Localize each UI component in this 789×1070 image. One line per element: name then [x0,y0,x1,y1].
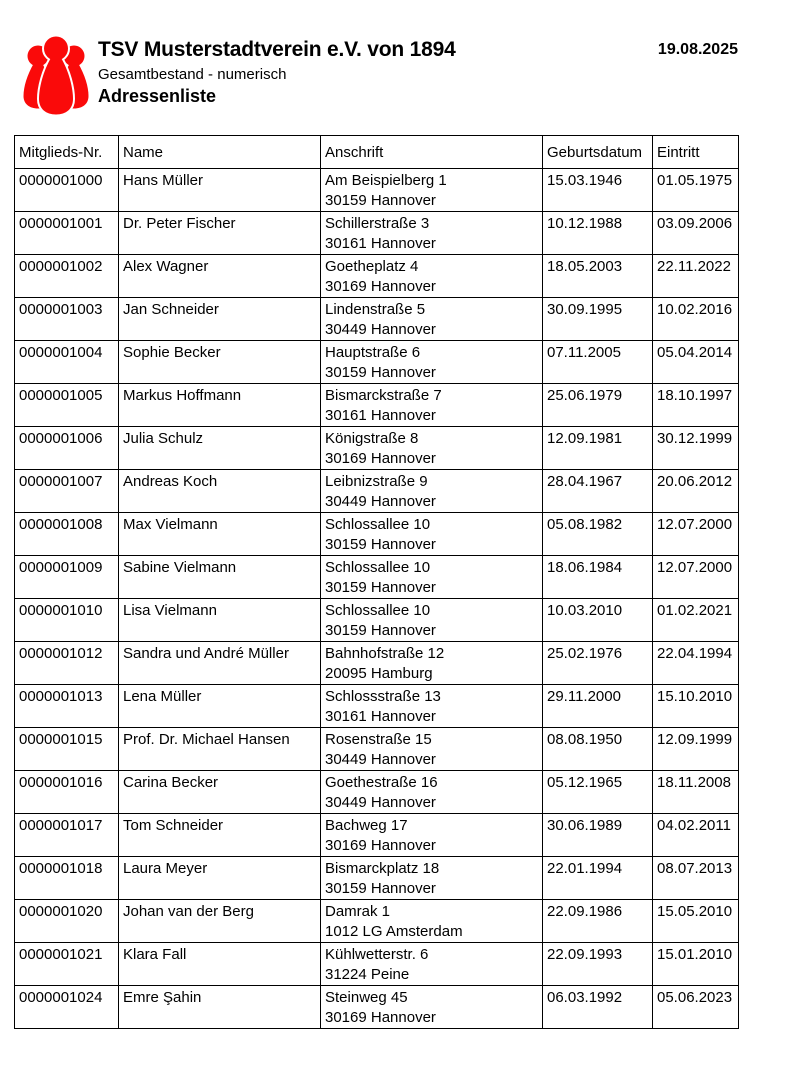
birth-date-cell: 12.09.1981 [543,427,653,470]
address-line1: Schillerstraße 3 [325,215,430,232]
address-cell [321,212,543,255]
birth-date-cell: 22.09.1993 [543,943,653,986]
name-cell: Hans Müller [119,169,321,212]
name-cell: Julia Schulz [119,427,321,470]
org-title: TSV Musterstadtverein e.V. von 1894 [98,38,456,61]
table-row [15,771,739,814]
birth-date-cell: 10.03.2010 [543,599,653,642]
bowling-pins-icon [17,35,95,117]
member-no-cell: 0000001004 [15,341,119,384]
table-row [15,298,739,341]
birth-date-cell: 07.11.2005 [543,341,653,384]
member-table [14,135,739,1029]
address-line2: 30449 Hannover [325,794,436,811]
table-row [15,685,739,728]
address-cell [321,900,543,943]
address-cell [321,986,543,1029]
name-cell: Jan Schneider [119,298,321,341]
address-line1: Damrak 1 [325,903,391,920]
entry-date-cell: 18.11.2008 [653,771,739,814]
address-line2: 30169 Hannover [325,450,436,467]
address-line1: Rosenstraße 15 [325,731,432,748]
entry-date-cell: 15.01.2010 [653,943,739,986]
address-line1: Schlossallee 10 [325,559,431,576]
entry-date-cell: 15.05.2010 [653,900,739,943]
address-line1: Bismarckstraße 7 [325,387,442,404]
address-line1: Leibnizstraße 9 [325,473,428,490]
address-line2: 30169 Hannover [325,278,436,295]
name-cell: Sandra und André Müller [119,642,321,685]
address-line1: Bachweg 17 [325,817,408,834]
member-no-cell: 0000001018 [15,857,119,900]
table-row [15,427,739,470]
member-no-cell: 0000001006 [15,427,119,470]
address-cell [321,470,543,513]
report-subtitle: Gesamtbestand - numerisch [98,66,287,83]
address-cell [321,685,543,728]
address-line2: 30159 Hannover [325,622,436,639]
report-header [98,38,456,108]
table-row [15,556,739,599]
address-cell [321,341,543,384]
member-no-cell: 0000001001 [15,212,119,255]
table-row [15,384,739,427]
address-line2: 30449 Hannover [325,321,436,338]
member-table-body [15,169,739,1029]
table-row [15,986,739,1029]
address-line2: 30161 Hannover [325,407,436,424]
member-no-cell: 0000001015 [15,728,119,771]
member-no-cell: 0000001013 [15,685,119,728]
member-no-cell: 0000001024 [15,986,119,1029]
address-line2: 30159 Hannover [325,192,436,209]
address-line1: Königstraße 8 [325,430,419,447]
column-header-name: Name [119,136,321,169]
birth-date-cell: 29.11.2000 [543,685,653,728]
address-line1: Schlossallee 10 [325,516,431,533]
address-cell [321,728,543,771]
address-line1: Kühlwetterstr. 6 [325,946,429,963]
table-row [15,513,739,556]
column-header-member-no: Mitglieds-Nr. [15,136,119,169]
table-row [15,599,739,642]
birth-date-cell: 05.08.1982 [543,513,653,556]
member-no-cell: 0000001000 [15,169,119,212]
address-line1: Am Beispielberg 1 [325,172,447,189]
address-cell [321,814,543,857]
entry-date-cell: 18.10.1997 [653,384,739,427]
center-pin [39,37,73,115]
birth-date-cell: 06.03.1992 [543,986,653,1029]
member-no-cell: 0000001002 [15,255,119,298]
entry-date-cell: 01.02.2021 [653,599,739,642]
name-cell: Carina Becker [119,771,321,814]
address-line2: 30159 Hannover [325,364,436,381]
birth-date-cell: 22.01.1994 [543,857,653,900]
address-line1: Lindenstraße 5 [325,301,426,318]
table-row [15,900,739,943]
address-line2: 30161 Hannover [325,235,436,252]
name-cell: Laura Meyer [119,857,321,900]
table-row [15,341,739,384]
name-cell: Klara Fall [119,943,321,986]
address-line2: 31224 Peine [325,966,410,983]
table-row [15,814,739,857]
name-cell: Andreas Koch [119,470,321,513]
address-line1: Bahnhofstraße 12 [325,645,445,662]
table-row [15,642,739,685]
birth-date-cell: 25.02.1976 [543,642,653,685]
entry-date-cell: 03.09.2006 [653,212,739,255]
entry-date-cell: 08.07.2013 [653,857,739,900]
name-cell: Prof. Dr. Michael Hansen [119,728,321,771]
address-cell [321,556,543,599]
birth-date-cell: 18.06.1984 [543,556,653,599]
header-row [15,136,739,169]
entry-date-cell: 10.02.2016 [653,298,739,341]
birth-date-cell: 05.12.1965 [543,771,653,814]
column-header-address: Anschrift [321,136,543,169]
address-line2: 30169 Hannover [325,1009,436,1026]
table-row [15,728,739,771]
table-row [15,857,739,900]
member-no-cell: 0000001012 [15,642,119,685]
birth-date-cell: 18.05.2003 [543,255,653,298]
address-line2: 30169 Hannover [325,837,436,854]
name-cell: Tom Schneider [119,814,321,857]
address-line2: 30159 Hannover [325,579,436,596]
name-cell: Emre Şahin [119,986,321,1029]
address-line1: Steinweg 45 [325,989,408,1006]
address-cell [321,169,543,212]
member-no-cell: 0000001009 [15,556,119,599]
birth-date-cell: 30.06.1989 [543,814,653,857]
table-row [15,212,739,255]
name-cell: Alex Wagner [119,255,321,298]
member-no-cell: 0000001021 [15,943,119,986]
name-cell: Markus Hoffmann [119,384,321,427]
member-no-cell: 0000001003 [15,298,119,341]
entry-date-cell: 12.09.1999 [653,728,739,771]
address-line2: 1012 LG Amsterdam [325,923,463,940]
member-no-cell: 0000001010 [15,599,119,642]
name-cell: Sophie Becker [119,341,321,384]
address-line1: Schlossstraße 13 [325,688,441,705]
address-line2: 30159 Hannover [325,880,436,897]
column-header-birth-date: Geburtsdatum [543,136,653,169]
address-cell [321,771,543,814]
entry-date-cell: 15.10.2010 [653,685,739,728]
table-row [15,470,739,513]
name-cell: Lena Müller [119,685,321,728]
member-no-cell: 0000001020 [15,900,119,943]
address-line1: Schlossallee 10 [325,602,431,619]
address-cell [321,255,543,298]
entry-date-cell: 05.04.2014 [653,341,739,384]
entry-date-cell: 01.05.1975 [653,169,739,212]
address-line2: 20095 Hamburg [325,665,433,682]
address-line2: 30449 Hannover [325,493,436,510]
address-line1: Goethestraße 16 [325,774,438,791]
birth-date-cell: 22.09.1986 [543,900,653,943]
page-title: Adressenliste [98,86,217,106]
address-line2: 30161 Hannover [325,708,436,725]
birth-date-cell: 08.08.1950 [543,728,653,771]
address-cell [321,599,543,642]
address-line2: 30159 Hannover [325,536,436,553]
name-cell: Max Vielmann [119,513,321,556]
member-no-cell: 0000001016 [15,771,119,814]
birth-date-cell: 15.03.1946 [543,169,653,212]
name-cell: Sabine Vielmann [119,556,321,599]
member-no-cell: 0000001008 [15,513,119,556]
birth-date-cell: 30.09.1995 [543,298,653,341]
name-cell: Lisa Vielmann [119,599,321,642]
address-line1: Hauptstraße 6 [325,344,421,361]
birth-date-cell: 10.12.1988 [543,212,653,255]
address-line1: Goetheplatz 4 [325,258,419,275]
address-cell [321,857,543,900]
address-line1: Bismarckplatz 18 [325,860,440,877]
member-no-cell: 0000001005 [15,384,119,427]
address-line2: 30449 Hannover [325,751,436,768]
member-table-head [15,136,739,169]
table-row [15,169,739,212]
entry-date-cell: 20.06.2012 [653,470,739,513]
column-header-entry-date: Eintritt [653,136,739,169]
name-cell: Dr. Peter Fischer [119,212,321,255]
birth-date-cell: 28.04.1967 [543,470,653,513]
name-cell: Johan van der Berg [119,900,321,943]
address-cell [321,427,543,470]
birth-date-cell: 25.06.1979 [543,384,653,427]
member-no-cell: 0000001017 [15,814,119,857]
table-row [15,255,739,298]
entry-date-cell: 12.07.2000 [653,556,739,599]
entry-date-cell: 30.12.1999 [653,427,739,470]
entry-date-cell: 12.07.2000 [653,513,739,556]
member-no-cell: 0000001007 [15,470,119,513]
report-date: 19.08.2025 [657,41,738,58]
address-cell [321,513,543,556]
address-cell [321,943,543,986]
address-cell [321,642,543,685]
entry-date-cell: 05.06.2023 [653,986,739,1029]
address-cell [321,298,543,341]
entry-date-cell: 22.04.1994 [653,642,739,685]
entry-date-cell: 22.11.2022 [653,255,739,298]
table-row [15,943,739,986]
address-cell [321,384,543,427]
entry-date-cell: 04.02.2011 [653,814,739,857]
